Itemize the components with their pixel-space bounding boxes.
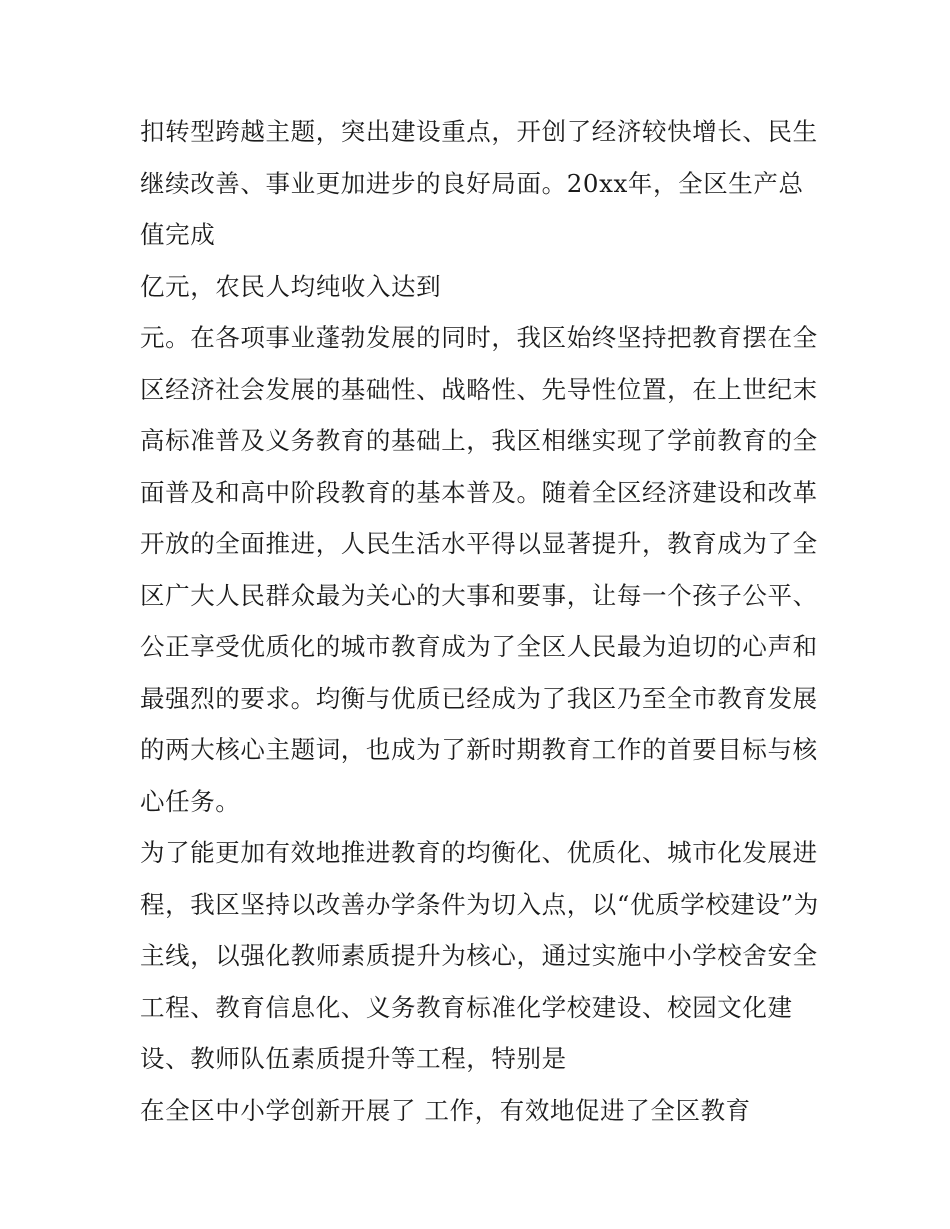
text-line: 继续改善、事业更加进步的良好局面。20xx年，全区生产总: [140, 168, 804, 198]
text-line: 程，我区坚持以改善办学条件为切入点，以“优质学校建设”为: [140, 889, 819, 919]
text-line: 最强烈的要求。均衡与优质已经成为了我区乃至全市教育发展: [140, 683, 818, 713]
text-line: 区广大人民群众最为关心的大事和要事，让每一个孩子公平、: [140, 580, 818, 610]
text-line: 公正享受优质化的城市教育成为了全区人民最为迫切的心声和: [140, 632, 818, 661]
body-text: [140, 106, 840, 1136]
text-line: 高标准普及义务教育的基础上，我区相继实现了学前教育的全: [140, 426, 818, 455]
text-line: 的两大核心主题词，也成为了新时期教育工作的首要目标与核: [140, 735, 818, 764]
text-line: 设、教师队伍素质提升等工程，特别是: [140, 1044, 567, 1073]
text-line: 开放的全面推进，人民生活水平得以显著提升，教育成为了全: [140, 529, 818, 558]
text-line: 主线，以强化教师素质提升为核心，通过实施中小学校舍安全: [140, 941, 818, 970]
text-line: 在全区中小学创新开展了 工作，有效地促进了全区教育: [140, 1095, 751, 1125]
text-line: 扣转型跨越主题，突出建设重点，开创了经济较快增长、民生: [140, 117, 818, 146]
text-line: 区经济社会发展的基础性、战略性、先导性位置，在上世纪末: [140, 374, 818, 404]
text-line: 为了能更加有效地推进教育的均衡化、优质化、城市化发展进: [140, 838, 818, 867]
text-line: 亿元，农民人均纯收入达到: [140, 271, 442, 301]
text-line: 值完成: [140, 220, 216, 249]
text-line: 心任务。: [140, 786, 241, 816]
text-line: 工程、教育信息化、义务教育标准化学校建设、校园文化建: [140, 992, 793, 1022]
text-line: 元。在各项事业蓬勃发展的同时，我区始终坚持把教育摆在全: [140, 323, 818, 352]
text-line: 面普及和高中阶段教育的基本普及。随着全区经济建设和改革: [140, 477, 818, 507]
